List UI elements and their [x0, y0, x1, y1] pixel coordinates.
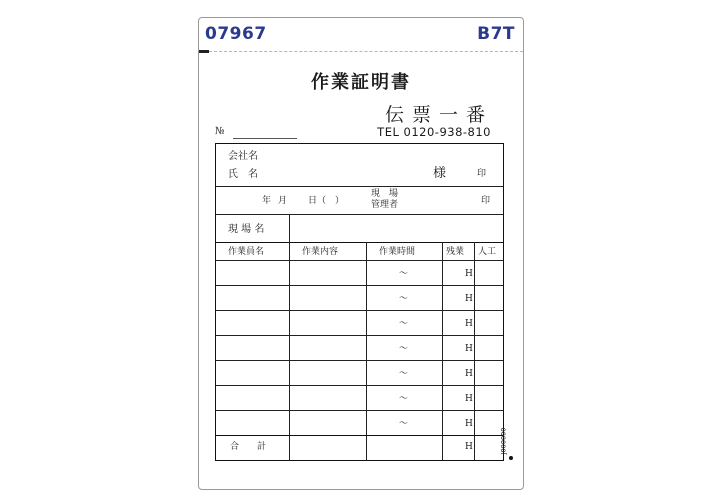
- divider: [216, 260, 503, 261]
- row-3-time: ～: [399, 319, 409, 329]
- size-code: B7T: [477, 24, 515, 44]
- column-line: [442, 242, 443, 460]
- site-name-label: 現 場 名: [228, 224, 265, 235]
- header-overtime: 残業: [446, 247, 465, 257]
- column-line: [366, 242, 367, 460]
- column-line: [289, 242, 290, 460]
- document-title: 作業証明書: [311, 72, 411, 93]
- header-work-time: 作業時間: [379, 247, 416, 257]
- row-line: [216, 310, 503, 311]
- row-2-time: ～: [399, 294, 409, 304]
- number-label: №: [215, 126, 225, 137]
- customer-seal: 印: [477, 169, 487, 179]
- row-5-overtime: H: [465, 369, 473, 379]
- total-label: 合 計: [230, 442, 267, 452]
- row-1-time: ～: [399, 269, 409, 279]
- row-line: [216, 385, 503, 386]
- perforation-mark: [199, 50, 209, 53]
- name-label: 氏 名: [228, 169, 258, 180]
- manager-seal: 印: [481, 196, 491, 206]
- month-label: 月: [278, 196, 288, 206]
- column-line: [474, 242, 475, 460]
- header-worker: 作業員名: [228, 247, 265, 257]
- row-line: [216, 360, 503, 361]
- product-code: 07967: [205, 24, 267, 44]
- row-4-time: ～: [399, 344, 409, 354]
- header-work-content: 作業内容: [302, 247, 339, 257]
- form-sheet: [198, 17, 524, 490]
- divider: [216, 242, 503, 243]
- number-field[interactable]: [233, 138, 297, 139]
- row-6-time: ～: [399, 394, 409, 404]
- company-label: 会社名: [228, 151, 258, 162]
- divider: [216, 214, 503, 215]
- year-label: 年: [262, 196, 272, 206]
- row-3-overtime: H: [465, 319, 473, 329]
- row-line: [216, 410, 503, 411]
- total-overtime: H: [465, 442, 473, 452]
- total-divider: [216, 435, 503, 436]
- site-manager-label-2: 管理者: [371, 200, 399, 210]
- row-6-overtime: H: [465, 394, 473, 404]
- divider: [289, 214, 290, 242]
- perforation-line: [199, 51, 523, 52]
- form-table: [215, 143, 504, 461]
- corner-dot: [509, 456, 513, 460]
- brand-tel: TEL 0120-938-810: [377, 125, 491, 139]
- site-manager-label-1: 現 場: [371, 189, 399, 199]
- divider: [216, 186, 503, 187]
- header-manpower: 人工: [478, 247, 497, 257]
- row-7-time: ～: [399, 419, 409, 429]
- honorific: 様: [433, 166, 447, 181]
- side-code: J000000: [499, 427, 508, 455]
- row-1-overtime: H: [465, 269, 473, 279]
- row-4-overtime: H: [465, 344, 473, 354]
- row-5-time: ～: [399, 369, 409, 379]
- row-line: [216, 285, 503, 286]
- brand-name: 伝票一番: [384, 104, 493, 126]
- row-line: [216, 335, 503, 336]
- day-label: 日（ ）: [308, 196, 345, 206]
- row-7-overtime: H: [465, 419, 473, 429]
- row-2-overtime: H: [465, 294, 473, 304]
